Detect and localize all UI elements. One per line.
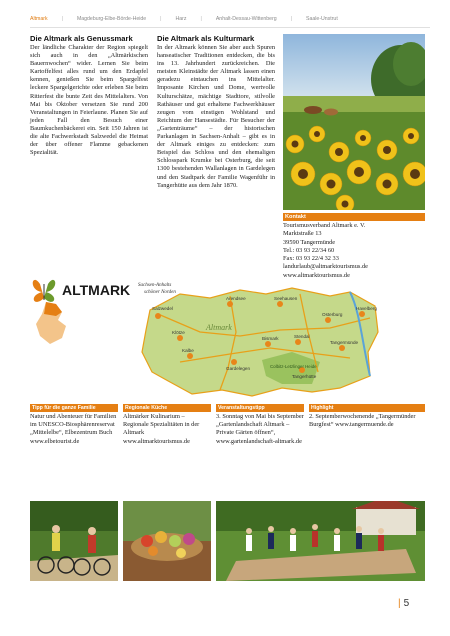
article-kulturmark xyxy=(157,34,275,190)
map-town-label: Kalbe xyxy=(182,348,194,353)
page-number-value: 5 xyxy=(403,598,410,609)
nav-separator: | xyxy=(61,16,63,22)
map-town-label: Bismark xyxy=(262,336,279,341)
sunflower-field-photo xyxy=(283,34,425,210)
article-body: In der Altmark können Sie aber auch Spuren hanseatischer Traditionen entdecken, die bis ins 13. Jahrhundert zurückreichen. Die meisten Kleinstädte der Altmark lassen einen geradezu eintauchen ins Mittelalter. Imposante Kirchen und Dome, wertvolle Kulturschätze, mächtige Stadttore, stilvolle Rathäuser und gut erhaltene Fachwerkhäuser zeugen vom einstigen Wohlstand und Reichtum der Hansestädte. Für Besucher der „Gartenträume“ – der historischen Parkanlagen in Sachsen-Anhalt – gibt es in der Altmark einiges zu entdecken: zum Beispiel das Schloss und den ehemaligen Schlosspark Krumke bei Osterburg, die seit 1300 bestehenden Wallanlagen in Gardelegen und den Stadtpark der Familie Wagenführ in Tangerhütte aus dem Jahr 1870. xyxy=(157,44,275,189)
tip-title: Highlight xyxy=(309,404,425,412)
map-town-label: Arendsee xyxy=(226,296,246,301)
page-number-bar: | xyxy=(398,598,401,609)
tip-highlight xyxy=(309,404,425,429)
tip-title: Regionale Küche xyxy=(123,404,211,412)
contact-city: 39590 Tangermünde xyxy=(283,238,336,246)
map-town-label: Stendal xyxy=(294,334,310,339)
tip-event xyxy=(216,404,304,446)
contact-box xyxy=(283,213,425,280)
contact-org: Tourismusverband Altmark e. V. xyxy=(283,222,366,229)
page-number xyxy=(398,598,409,609)
tip-text: 2. Septemberwochenende „Tangermünder Burgfest“ www.tangermuende.de xyxy=(309,413,416,429)
article-heading: Die Altmark als Kulturmark xyxy=(157,34,255,43)
contact-email-link[interactable]: landurlaub@altmarktourismus.de xyxy=(283,263,368,271)
regional-food-photo xyxy=(123,501,211,581)
article-genussmark xyxy=(30,34,148,157)
article-heading: Die Altmark als Genussmark xyxy=(30,34,133,43)
logo-tagline-2: schöner Norden xyxy=(144,290,176,295)
region-tabs xyxy=(30,14,430,24)
tip-family xyxy=(30,404,118,446)
logo-wordmark: ALTMARK xyxy=(62,282,131,298)
contact-fax: Fax: 03 93 22/4 32 33 xyxy=(283,255,339,263)
map-town-label: Havelberg xyxy=(356,306,377,311)
map-town-label: Salzwedel xyxy=(152,306,173,311)
nav-item-harz[interactable]: Harz xyxy=(175,16,187,22)
tip-cuisine xyxy=(123,404,211,446)
tip-text: Altmärker Kulinarium – Regionale Spezialitäten in der Altmark www.altmarktourismus.de xyxy=(123,413,200,445)
map-town-label: Seehausen xyxy=(274,296,298,301)
map-town-label: Gardelegen xyxy=(226,366,251,371)
nav-item-magdeburg[interactable]: Magdeburg-Elbe-Börde-Heide xyxy=(76,16,147,22)
nav-item-altmark[interactable]: Altmark xyxy=(30,16,48,22)
nav-separator: | xyxy=(160,16,162,22)
nav-separator: | xyxy=(200,16,202,22)
nav-divider xyxy=(30,27,430,28)
folk-dance-photo xyxy=(216,501,425,581)
map-town-label: Osterburg xyxy=(322,312,343,317)
altmark-logo xyxy=(30,268,202,318)
tip-text: 3. Sonntag von Mai bis September „Gartenlandschaft Altmark – Private Gärten öffnen“, www.gartenlandschaft-altmark.de xyxy=(216,413,304,445)
saxony-anhalt-outline-icon xyxy=(32,300,72,346)
contact-website-link[interactable]: www.altmarktourismus.de xyxy=(283,271,350,279)
contact-title: Kontakt xyxy=(283,213,425,221)
logo-tagline-1: Sachsen-Anhalts xyxy=(138,283,172,288)
map-town-label: Tangerhütte xyxy=(292,374,317,379)
article-body: Der ländliche Charakter der Region spiegelt sich auch in den „Altmärkischen Bauernwochen“ wider. Lernen Sie beim Kartoffelfest alles rund um den Erdapfel kennen, genießen Sie beim Spargelfest leckere Spargelgerichte oder erleben Sie beim Ritterfest die bunte Zeit des Mittelalters. Von Mai bis Oktober versetzen Sie rund 200 Veranstaltungen in Feierlaune. Planen Sie auf jeden Fall den Besuch einer Baumkuchenbäckerei ein. Seit 150 Jahren ist die alte Fachwerkstadt Salzwedel die Heimat der über offener Flamme gebackenen Spezialität. xyxy=(30,44,148,157)
tip-title: Tipp für die ganze Familie xyxy=(30,404,118,412)
nav-item-anhalt[interactable]: Anhalt-Dessau-Wittenberg xyxy=(215,16,277,22)
map-heath-label: Colbitz-Letzlinger Heide xyxy=(270,364,317,369)
map-town-label: Tangermünde xyxy=(330,340,359,345)
map-region-label: Altmark xyxy=(206,323,232,332)
contact-phone: Tel.: 03 93 22/34 60 xyxy=(283,246,335,254)
cyclists-photo xyxy=(30,501,118,581)
nav-item-saale-unstrut[interactable]: Saale-Unstrut xyxy=(306,16,338,22)
contact-street: Marktstraße 13 xyxy=(283,230,322,238)
map-town-label: Klötze xyxy=(172,330,185,335)
tip-text: Natur und Abenteuer für Familien im UNESCO-Biosphärenreservat „Mittelelbe“, Elbezentrum Buch www.elbetourist.de xyxy=(30,413,117,445)
nav-separator: | xyxy=(290,16,293,22)
tip-title: Veranstaltungstipp xyxy=(216,404,304,412)
butterfly-icon xyxy=(33,280,56,302)
